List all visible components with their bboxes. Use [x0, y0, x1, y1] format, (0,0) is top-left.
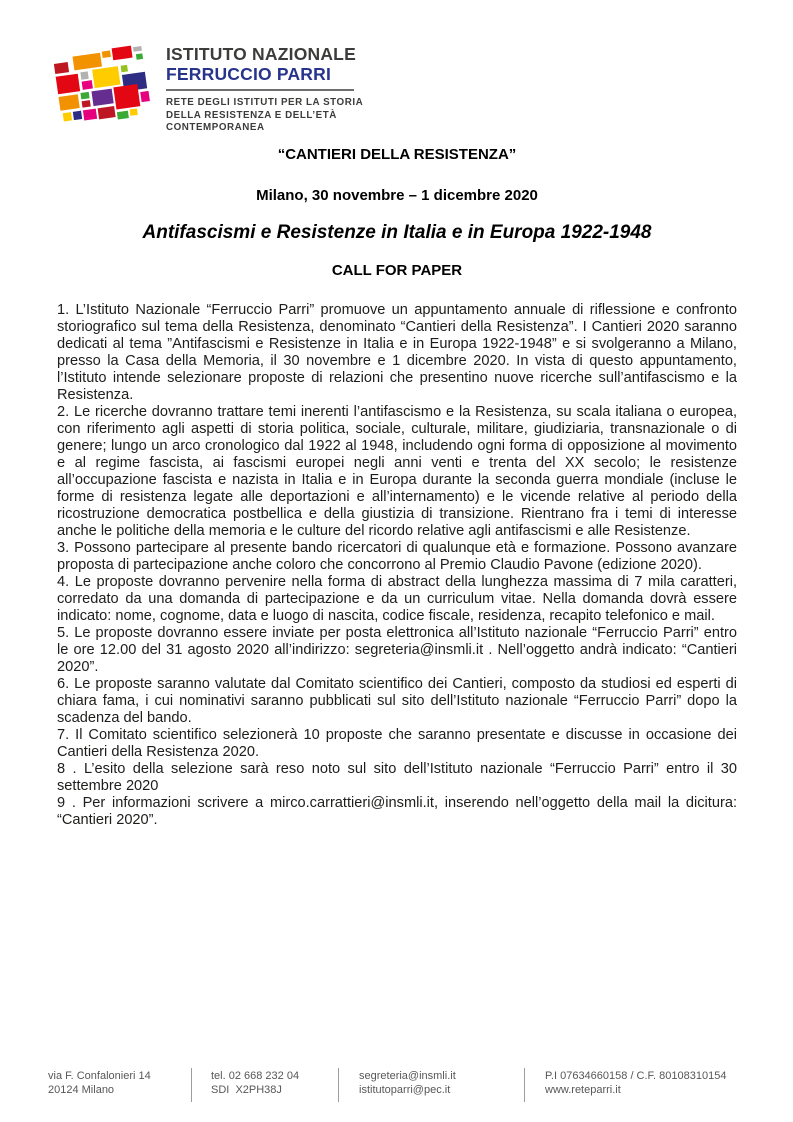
paragraph-9: 9 . Per informazioni scrivere a mirco.carrattieri@insmli.it, inserendo nell’oggetto della mail la dicitura: “Cantieri 2020”. [57, 795, 737, 828]
paragraph-2: 2. Le ricerche dovranno trattare temi inerenti l’antifascismo e la Resistenza, su scala italiana o europea, con riferimento agli aspetti di storia politica, sociale, culturale, militare, giudiziaria, transnazionale o di genere; lungo un arco cronologico dal 1922 al 1948, includendo ogni forma di opposizione al movimento e al regime fascista, ai fascismi europei negli anni venti e trenta del XX secolo; le resistenze all’occupazione fascista e nazista in Italia e in Europa durante la seconda guerra mondiale (incluse le forme di resistenza legate alle deportazioni e all’internamento) e le vicende relative al periodo della ricostruzione democratica postbellica e della giustizia di transizione. Rientrano fra i temi di interesse anche le politiche della memoria e le culture del ricordo relative agli antifascismi e alle Resistenze. [57, 404, 737, 539]
logo-text [166, 38, 363, 135]
logo-tagline-line3: CONTEMPORANEA [166, 122, 265, 133]
footer-phone-line: tel. 02 668 232 04 [211, 1070, 300, 1082]
logo-divider-rule [166, 89, 354, 91]
letterhead [52, 38, 363, 136]
paragraph-6: 6. Le proposte saranno valutate dal Comitato scientifico dei Cantieri, composto da studiosi ed esperti di chiara fama, i cui nominativi saranno pubblicati sul sito dell’Istituto nazionale “Ferruccio Parri” dopo la scadenza del bando. [57, 676, 737, 726]
paragraph-3: 3. Possono partecipare al presente bando ricercatori di qualunque età e formazione. Possono avanzare proposta di partecipazione anche coloro che concorrono al Premio Claudio Pavone (edizione 2020). [57, 540, 737, 573]
paragraph-8: 8 . L’esito della selezione sarà reso noto sul sito dell’Istituto nazionale “Ferruccio Parri” entro il 30 settembre 2020 [57, 761, 737, 794]
footer-sdi-code: SDI X2PH38J [211, 1083, 282, 1096]
logo-institute-name-line1: ISTITUTO NAZIONALE [166, 44, 356, 64]
document-body [57, 302, 737, 829]
document-subject: Antifascismi e Resistenze in Italia e in Europa 1922-1948 [142, 222, 652, 243]
footer-email-address: segreteria@insmli.it [359, 1070, 456, 1082]
logo-tagline-line1: RETE DEGLI ISTITUTI PER LA STORIA [166, 97, 364, 108]
footer-fiscal [525, 1070, 726, 1102]
paragraph-1: 1. L’Istituto Nazionale “Ferruccio Parri” promuove un appuntamento annuale di riflessione e confronto storiografico sul tema della Resistenza, denominato “Cantieri della Resistenza”. I Cantieri 2020 saranno dedicati al tema ”Antifascismi e Resistenze in Italia e in Europa 1922-1948” e si svolgeranno a Milano, presso la Casa della Memoria, il 30 novembre e 1 dicembre 2020. In vista di questo appuntamento, l’Istituto intende selezionare proposte di relazioni che presentino nuove ricerche sull’antifascismo e la Resistenza. [57, 302, 737, 403]
footer [48, 1070, 726, 1102]
footer-email [339, 1070, 524, 1102]
paragraph-5: 5. Le proposte dovranno essere inviate per posta elettronica all’Istituto nazionale “Ferruccio Parri” entro le ore 12.00 del 31 agosto 2020 all’indirizzo: segreteria@insmli.it . Nell’oggetto andrà indicato: “Cantieri 2020”. [57, 625, 737, 675]
footer-website: www.reteparri.it [545, 1083, 621, 1096]
logo-institute-name-line2: FERRUCCIO PARRI [166, 64, 332, 84]
footer-address [48, 1070, 191, 1102]
footer-pec-address: istitutoparri@pec.it [359, 1083, 451, 1096]
call-for-paper-heading: CALL FOR PAPER [331, 262, 463, 279]
logo-tagline-line2: DELLA RESISTENZA E DELL’ETÀ [166, 109, 337, 121]
paragraph-4: 4. Le proposte dovranno pervenire nella forma di abstract della lunghezza massima di 7 mila caratteri, corredato da una domanda di partecipazione e da un curriculum vitae. Nella domanda dovrà essere indicato: nome, cognome, data e luogo di nascita, codice fiscale, residenza, recapito telefonico e mail. [57, 574, 737, 624]
parri-logo-mosaic-icon [52, 38, 154, 136]
paragraph-7: 7. Il Comitato scientifico selezionerà 10 proposte che saranno presentate e discusse in occasione dei Cantieri della Resistenza 2020. [57, 727, 737, 760]
footer-vat-fiscal-code: P.I 07634660158 / C.F. 80108310154 [545, 1070, 727, 1082]
footer-phone [192, 1070, 338, 1102]
document-title: “CANTIERI DELLA RESISTENZA” [277, 146, 517, 163]
footer-address-line2: 20124 Milano [48, 1083, 115, 1096]
document-dateline: Milano, 30 novembre – 1 dicembre 2020 [256, 187, 538, 204]
logo-tagline [166, 97, 363, 135]
footer-address-line1: via F. Confalonieri 14 [48, 1070, 151, 1082]
